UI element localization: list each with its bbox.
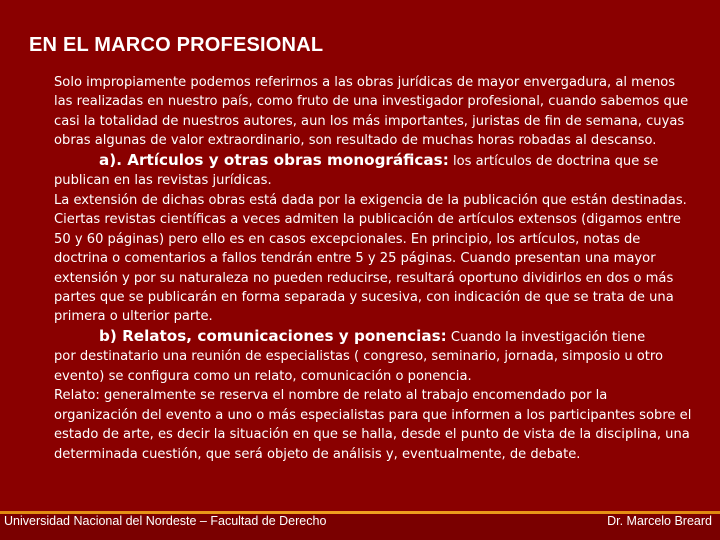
paragraph-intro: Solo impropiamente podemos referirnos a las obras jurídicas de mayor envergadura, al menos las realizadas en nuestro país, como fruto de una investigador profesional, cuando sabemos que casi la totalidad de nuestros autores, aun los más importantes, juristas de fin de semana, cuyas obras algunas de valor extraordinario, son resultado de muchas horas robadas al descanso. [54, 75, 689, 149]
heading-a-text: los artículos de doctrina que se [448, 153, 659, 169]
footer-institution: Universidad Nacional del Nordeste – Facultad de Derecho [4, 514, 327, 528]
heading-a-label: a). Artículos y otras obras monográficas: [99, 150, 449, 169]
slide-title: EN EL MARCO PROFESIONAL [29, 34, 324, 56]
heading-b-line [54, 327, 694, 347]
paragraph-b-continuation: por destinatario una reunión de especialistas ( congreso, seminario, jornada, simposio u otro evento) se configura como un relato, comunicación o ponencia. [54, 349, 664, 384]
footer-author: Dr. Marcelo Breard [607, 514, 712, 528]
slide-body [54, 73, 694, 464]
heading-a-line [54, 151, 694, 171]
paragraph-relato: Relato: generalmente se reserva el nombre de relato al trabajo encomendado por la organización del evento a uno o más especialistas para que informen a los participantes sobre el estado de arte, es decir la situación en que se halla, desde el punto de vista de la disciplina, una determinada cuestión, que será objeto de análisis y, eventualmente, de debate. [54, 388, 692, 462]
heading-b-text: Cuando la investigación tiene [446, 329, 646, 345]
paragraph-a-continuation: publican en las revistas jurídicas. [54, 173, 272, 189]
paragraph-extension: La extensión de dichas obras está dada por la exigencia de la publicación que están destinadas. Ciertas revistas científicas a veces admiten la publicación de artículos extensos (digamos entre 50 y 60 páginas) pero ello es en casos excepcionales. En principio, los artículos, notas de doctrina o comentarios a fallos tendrán entre 5 y 25 páginas. Cuando presentan una mayor extensión y por su naturaleza no pueden reducirse, resultará oportuno dividirlos en dos o más partes que se publicarán en forma separada y sucesiva, con indicación de que se trata de una primera o ulterior parte. [54, 192, 687, 325]
heading-b-label: b) Relatos, comunicaciones y ponencias: [99, 326, 447, 345]
